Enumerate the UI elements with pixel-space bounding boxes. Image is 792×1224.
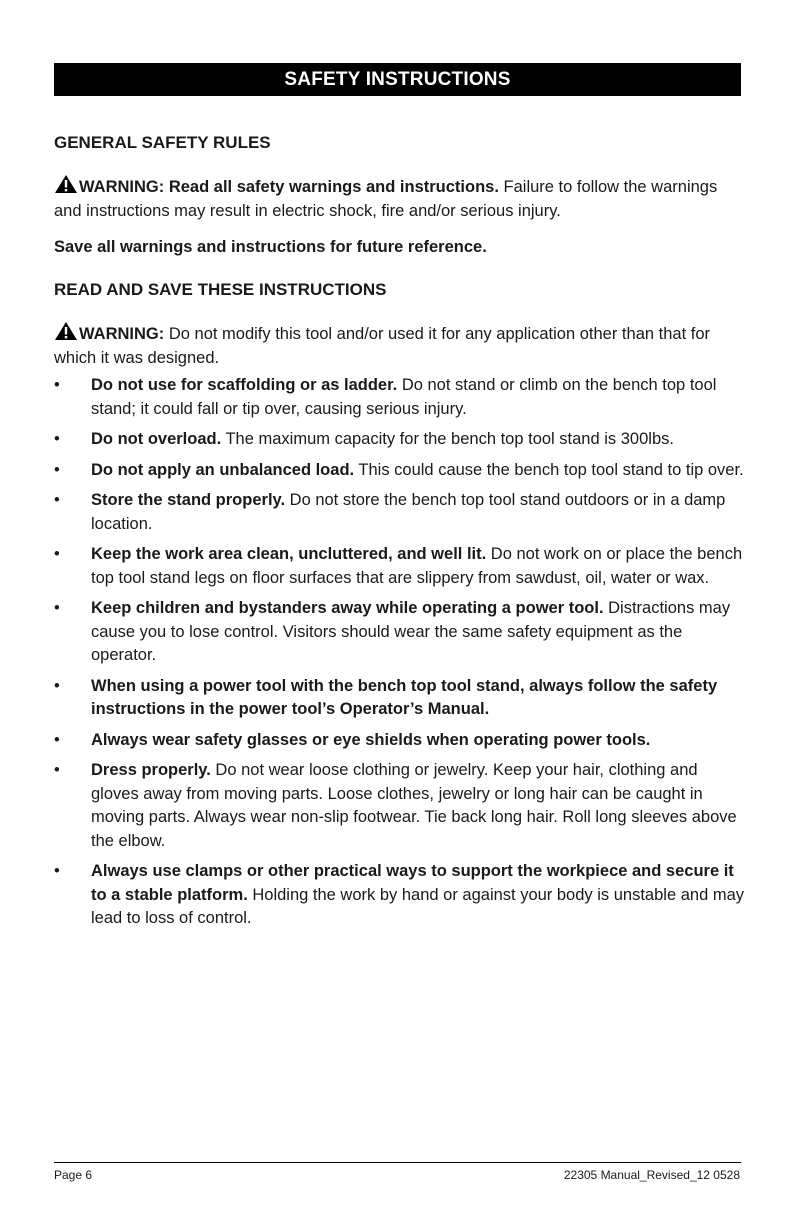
general-warning-label: WARNING: <box>79 178 165 196</box>
rule-title: Store the stand properly. <box>91 491 286 509</box>
warning-triangle-icon <box>54 174 78 194</box>
list-item <box>54 543 744 590</box>
footer-divider <box>54 1162 741 1163</box>
list-item <box>54 675 744 722</box>
general-safety-heading: GENERAL SAFETY RULES <box>54 133 271 152</box>
list-item <box>54 428 744 452</box>
warning-triangle-icon <box>54 321 78 341</box>
list-item <box>54 597 744 668</box>
bullet-icon: • <box>54 761 60 779</box>
list-item <box>54 374 744 421</box>
bullet-icon: • <box>54 460 60 479</box>
rule-text: Do not work on or place the bench top tool stand legs on floor surfaces that are slippery from sawdust, oil, water or wax. <box>91 545 743 587</box>
bullet-icon: • <box>54 376 60 394</box>
rule-title: Always wear safety glasses or eye shields when operating power tools. <box>91 730 651 749</box>
list-item <box>54 860 744 931</box>
section-banner: SAFETY INSTRUCTIONS <box>54 63 741 96</box>
rule-text: This could cause the bench top tool stand to tip over. <box>358 460 744 479</box>
list-item <box>54 729 744 753</box>
bullet-icon: • <box>54 599 60 617</box>
rule-title: When using a power tool with the bench top tool stand, always follow the safety instructions in the power tool’s Operator’s Manual. <box>91 676 718 718</box>
rule-title: Keep children and bystanders away while operating a power tool. <box>91 599 604 617</box>
rule-text: Do not store the bench top tool stand outdoors or in a damp location. <box>91 491 726 533</box>
modify-warning <box>54 321 744 370</box>
save-instructions-line: Save all warnings and instructions for future reference. <box>54 238 487 256</box>
read-save-heading: READ AND SAVE THESE INSTRUCTIONS <box>54 280 387 299</box>
bullet-icon: • <box>54 491 60 509</box>
rule-text: Holding the work by hand or against your body is unstable and may lead to loss of control. <box>91 885 744 927</box>
list-item <box>54 459 744 483</box>
rule-title: Dress properly. <box>91 761 211 779</box>
document-id: 22305 Manual_Revised_12 0528 <box>563 1168 740 1182</box>
bullet-icon: • <box>54 862 60 880</box>
rule-title: Do not apply an unbalanced load. <box>91 460 355 479</box>
rule-title: Always use clamps or other practical ways to support the workpiece and secure it to a stable platform. <box>91 862 734 904</box>
bullet-icon: • <box>54 676 60 695</box>
rule-title: Do not use for scaffolding or as ladder. <box>91 376 398 394</box>
page-content <box>54 132 744 938</box>
modify-warning-text: Do not modify this tool and/or used it for any application other than that for which it was designed. <box>54 325 710 367</box>
rule-text: The maximum capacity for the bench top tool stand is 300lbs. <box>225 430 674 448</box>
list-item <box>54 489 744 536</box>
safety-rules-list <box>54 374 744 931</box>
page-number: Page 6 <box>54 1168 93 1182</box>
rule-text: Do not stand or climb on the bench top tool stand; it could fall or tip over, causing serious injury. <box>91 376 717 418</box>
general-warning-text: Failure to follow the warnings and instructions may result in electric shock, fire and/or serious injury. <box>54 178 718 220</box>
general-warning-bold: Read all safety warnings and instructions. <box>168 178 499 196</box>
general-warning <box>54 174 744 223</box>
modify-warning-label: WARNING: <box>79 325 165 343</box>
rule-title: Keep the work area clean, uncluttered, and well lit. <box>91 545 487 563</box>
list-item <box>54 759 744 853</box>
bullet-icon: • <box>54 730 60 749</box>
rule-title: Do not overload. <box>91 430 222 448</box>
bullet-icon: • <box>54 545 60 563</box>
bullet-icon: • <box>54 430 60 448</box>
rule-text: Do not wear loose clothing or jewelry. Keep your hair, clothing and gloves away from moving parts. Loose clothes, jewelry or long hair can be caught in moving parts. Always wear non-slip footwear. Tie back long hair. Roll long sleeves above the elbow. <box>91 761 737 850</box>
rule-text: Distractions may cause you to lose control. Visitors should wear the same safety equipment as the operator. <box>91 599 731 664</box>
